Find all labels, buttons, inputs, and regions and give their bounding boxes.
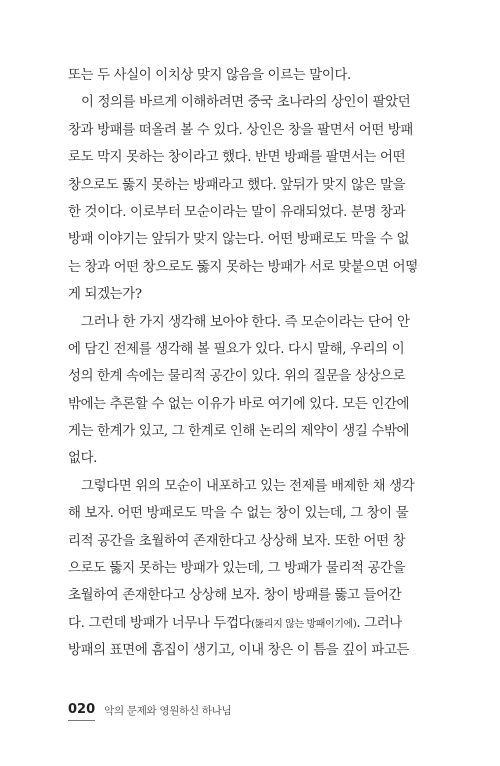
line-text: . 그러나: [356, 615, 402, 631]
text-line: 밖에는 추론할 수 없는 이유가 바로 여기에 있다. 모든 인간에: [68, 396, 410, 412]
text-line: 한 것이다. 이로부터 모순이라는 말이 유래되었다. 분명 창과: [68, 204, 406, 220]
text-line: 해 보자. 어떤 방패로도 막을 수 없는 창이 있는데, 그 창이 물: [68, 506, 409, 522]
text-line: 그러나 한 가지 생각해 보아야 한다. 즉 모순이라는 단어 안: [81, 314, 410, 330]
text-line: 또는 두 사실이 이치상 맞지 않음을 이르는 말이다.: [68, 68, 351, 83]
page-number: 020: [68, 702, 95, 721]
text-line: 방패의 표면에 흠집이 생기고, 이내 창은 이 틈을 깊이 파고든: [68, 643, 410, 659]
text-line-with-note: [68, 610, 413, 637]
text-line: 초월하여 존재한다고 상상해 보자. 창이 방패를 뚫고 들어간: [68, 588, 402, 604]
text-line: 그렇다면 위의 모순이 내포하고 있는 전제를 배제한 채 생각: [81, 478, 415, 494]
text-line: 으로도 뚫지 못하는 방패가 있는데, 그 방패가 물리적 공간을: [68, 561, 406, 577]
text-line: 는 창과 어떤 창으로도 뚫지 못하는 방패가 서로 맞붙으면 어떻: [68, 259, 418, 275]
text-line: 성의 한계 속에는 물리적 공간이 있다. 위의 질문을 상상으로: [68, 369, 406, 385]
text-line: 이 정의를 바르게 이해하려면 중국 초나라의 상인이 팔았던: [81, 95, 411, 111]
text-line: 창으로도 뚫지 못하는 방패라고 했다. 앞뒤가 맞지 않은 말을: [68, 177, 406, 193]
text-line: 없다.: [68, 451, 98, 467]
text-line: 에 담긴 전제를 생각해 볼 필요가 있다. 다시 말해, 우리의 이: [68, 341, 405, 357]
line-text: 다. 그런데 방패가 너무나 두껍다: [68, 615, 252, 631]
running-title: 악의 문제와 영원하신 하나님: [104, 705, 232, 717]
text-line: 게는 한계가 있고, 그 한계로 인해 논리의 제약이 생길 수밖에: [68, 424, 410, 440]
page-footer: [68, 701, 231, 721]
text-line: 로도 막지 못하는 창이라고 했다. 반면 방패를 팔면서는 어떤: [68, 150, 406, 166]
text-line: 게 되겠는가?: [68, 287, 142, 303]
text-line: 창과 방패를 떠올려 볼 수 있다. 상인은 창을 팔면서 어떤 방패: [68, 122, 414, 138]
body-text: [68, 62, 418, 665]
paragraph-lines: [68, 62, 418, 610]
text-line: 리적 공간을 초월하여 존재한다고 상상해 보자. 또한 어떤 창: [68, 533, 406, 549]
inline-note: (뚫리지 않는 방패이기에): [251, 618, 357, 630]
text-line: 방패 이야기는 앞뒤가 맞지 않는다. 어떤 방패로도 막을 수 없: [68, 232, 410, 248]
